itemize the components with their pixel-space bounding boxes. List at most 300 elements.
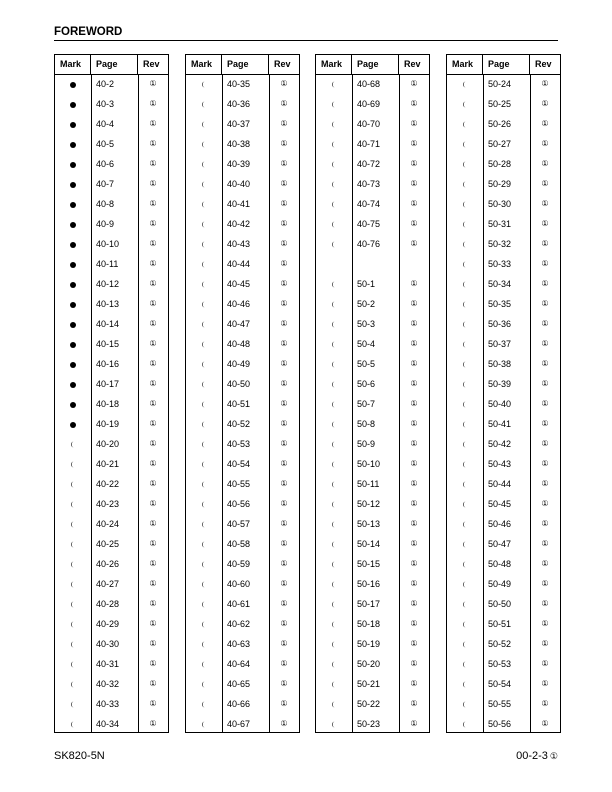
table-row [316, 314, 429, 334]
table-row [316, 294, 429, 314]
mark-cell [55, 154, 91, 174]
rev-cell: ① [541, 499, 549, 508]
rev-cell: ① [149, 339, 157, 348]
rev-cell: ① [149, 419, 157, 428]
header-mark: Mark [447, 55, 483, 74]
rev-cell: ① [541, 379, 549, 388]
page-cell: 40-34 [96, 719, 120, 729]
page-cell: 40-8 [96, 199, 115, 209]
table-row [186, 594, 299, 614]
crescent-circle-icon [201, 461, 208, 468]
mark-cell [186, 374, 222, 394]
filled-circle-icon [70, 222, 76, 228]
rev-cell: ① [410, 339, 418, 348]
page-cell: 50-53 [488, 659, 512, 669]
mark-cell [316, 354, 352, 374]
page-title: FOREWORD [54, 26, 123, 38]
rev-cell: ① [280, 619, 288, 628]
table-row [316, 374, 429, 394]
rev-cell: ① [541, 659, 549, 668]
table-row [55, 514, 168, 534]
table-row [316, 454, 429, 474]
rev-cell: ① [280, 199, 288, 208]
page-cell: 50-9 [357, 439, 376, 449]
page-cell: 40-22 [96, 479, 120, 489]
mark-cell [55, 714, 91, 734]
rev-cell: ① [410, 359, 418, 368]
mark-cell [316, 714, 352, 734]
rev-cell: ① [541, 459, 549, 468]
table-row [55, 454, 168, 474]
rev-cell: ① [280, 239, 288, 248]
page-cell: 40-27 [96, 579, 120, 589]
mark-cell [55, 494, 91, 514]
mark-cell [316, 174, 352, 194]
crescent-circle-icon [462, 321, 469, 328]
table-row [55, 374, 168, 394]
mark-cell [55, 594, 91, 614]
mark-cell [55, 394, 91, 414]
page-cell: 50-43 [488, 459, 512, 469]
rev-cell: ① [541, 479, 549, 488]
header-page: Page [91, 55, 138, 74]
mark-cell [186, 134, 222, 154]
rev-cell: ① [541, 539, 549, 548]
crescent-circle-icon [462, 201, 469, 208]
page-cell: 40-41 [227, 199, 251, 209]
rev-cell: ① [280, 339, 288, 348]
mark-cell [316, 214, 352, 234]
crescent-circle-icon [201, 581, 208, 588]
page-cell: 50-15 [357, 559, 381, 569]
mark-cell [186, 494, 222, 514]
table-row [55, 254, 168, 274]
table-row [186, 274, 299, 294]
table-row [447, 514, 560, 534]
table-row [316, 694, 429, 714]
page-cell: 40-72 [357, 159, 381, 169]
filled-circle-icon [70, 242, 76, 248]
table-row [447, 534, 560, 554]
table-row [447, 114, 560, 134]
rev-cell: ① [149, 159, 157, 168]
table-row [186, 334, 299, 354]
page-cell: 50-51 [488, 619, 512, 629]
crescent-circle-icon [462, 161, 469, 168]
table-row [447, 234, 560, 254]
page-cell: 50-20 [357, 659, 381, 669]
crescent-circle-icon [462, 281, 469, 288]
table-body [316, 74, 429, 732]
table-row [55, 154, 168, 174]
table-row [55, 434, 168, 454]
crescent-circle-icon [70, 621, 77, 628]
mark-cell [316, 274, 352, 294]
table-row [186, 314, 299, 334]
page-cell: 50-56 [488, 719, 512, 729]
crescent-circle-icon [331, 341, 338, 348]
page-cell: 50-26 [488, 119, 512, 129]
mark-cell [447, 594, 483, 614]
rev-cell: ① [541, 559, 549, 568]
mark-cell [55, 514, 91, 534]
table-row [316, 334, 429, 354]
page-cell: 50-19 [357, 639, 381, 649]
mark-cell [447, 174, 483, 194]
rev-cell: ① [410, 119, 418, 128]
page-cell: 50-55 [488, 699, 512, 709]
crescent-circle-icon [462, 721, 469, 728]
crescent-circle-icon [201, 621, 208, 628]
filled-circle-icon [70, 162, 76, 168]
rev-cell: ① [541, 199, 549, 208]
mark-cell [55, 254, 91, 274]
rev-cell: ① [149, 519, 157, 528]
mark-cell [55, 554, 91, 574]
table-row [316, 674, 429, 694]
crescent-circle-icon [462, 641, 469, 648]
table-row [316, 234, 429, 254]
mark-cell [447, 374, 483, 394]
page-cell: 40-25 [96, 539, 120, 549]
crescent-circle-icon [70, 561, 77, 568]
crescent-circle-icon [331, 661, 338, 668]
crescent-circle-icon [331, 501, 338, 508]
rev-cell: ① [541, 639, 549, 648]
rev-cell: ① [280, 719, 288, 728]
rev-cell: ① [280, 539, 288, 548]
table-row [316, 94, 429, 114]
page-cell: 50-11 [357, 479, 380, 489]
crescent-circle-icon [201, 321, 208, 328]
mark-cell [447, 614, 483, 634]
rev-cell: ① [541, 139, 549, 148]
mark-cell [186, 74, 222, 94]
crescent-circle-icon [462, 661, 469, 668]
crescent-circle-icon [331, 221, 338, 228]
table-row [447, 434, 560, 454]
rev-cell: ① [410, 439, 418, 448]
mark-cell [447, 714, 483, 734]
rev-cell: ① [280, 119, 288, 128]
page-cell: 40-57 [227, 519, 251, 529]
mark-cell [186, 214, 222, 234]
mark-cell [447, 694, 483, 714]
page-cell: 50-18 [357, 619, 381, 629]
crescent-circle-icon [462, 561, 469, 568]
page-cell [352, 254, 399, 274]
mark-cell [447, 314, 483, 334]
rev-cell: ① [410, 679, 418, 688]
page-cell: 40-14 [96, 319, 120, 329]
rev-cell: ① [149, 279, 157, 288]
filled-circle-icon [70, 142, 76, 148]
crescent-circle-icon [462, 521, 469, 528]
rev-cell: ① [149, 359, 157, 368]
page-cell: 50-16 [357, 579, 381, 589]
mark-cell [55, 454, 91, 474]
page-cell: 40-32 [96, 679, 120, 689]
table-row [55, 214, 168, 234]
crescent-circle-icon [201, 401, 208, 408]
rev-cell: ① [541, 399, 549, 408]
rev-cell: ① [280, 439, 288, 448]
mark-cell [55, 414, 91, 434]
mark-cell [316, 454, 352, 474]
mark-cell [316, 614, 352, 634]
page-cell: 50-23 [357, 719, 381, 729]
rev-cell: ① [280, 679, 288, 688]
header-page: Page [352, 55, 399, 74]
rev-cell: ① [280, 99, 288, 108]
page-cell: 50-5 [357, 359, 376, 369]
crescent-circle-icon [462, 221, 469, 228]
mark-cell [447, 434, 483, 454]
rev-cell: ① [410, 619, 418, 628]
rev-cell: ① [280, 419, 288, 428]
mark-cell [186, 314, 222, 334]
page-cell: 40-49 [227, 359, 251, 369]
table-row [316, 154, 429, 174]
mark-cell [186, 694, 222, 714]
mark-cell [186, 274, 222, 294]
mark-cell [316, 294, 352, 314]
crescent-circle-icon [201, 281, 208, 288]
mark-cell [186, 594, 222, 614]
crescent-circle-icon [331, 621, 338, 628]
rev-cell [399, 254, 429, 274]
header-mark: Mark [186, 55, 222, 74]
table-row [316, 654, 429, 674]
table-row [186, 174, 299, 194]
table-row [186, 94, 299, 114]
page-cell: 50-49 [488, 579, 512, 589]
rev-cell: ① [149, 379, 157, 388]
mark-cell [447, 194, 483, 214]
rev-cell: ① [541, 719, 549, 728]
page-cell: 50-22 [357, 699, 381, 709]
page-cell: 50-27 [488, 139, 512, 149]
table-row [447, 354, 560, 374]
table-row [186, 354, 299, 374]
page-cell: 40-23 [96, 499, 120, 509]
crescent-circle-icon [201, 681, 208, 688]
rev-cell: ① [541, 699, 549, 708]
rev-cell: ① [280, 179, 288, 188]
table-row [447, 194, 560, 214]
revision-table-1 [54, 54, 169, 733]
table-row [186, 134, 299, 154]
rev-cell: ① [280, 379, 288, 388]
table-row [186, 614, 299, 634]
mark-cell [55, 214, 91, 234]
mark-cell [316, 414, 352, 434]
crescent-circle-icon [201, 101, 208, 108]
filled-circle-icon [70, 302, 76, 308]
rev-cell: ① [410, 579, 418, 588]
rev-cell: ① [410, 539, 418, 548]
rev-cell: ① [149, 559, 157, 568]
page-cell: 50-21 [357, 679, 381, 689]
table-row [186, 414, 299, 434]
rev-cell: ① [149, 299, 157, 308]
table-row [316, 254, 429, 274]
page-cell: 40-12 [96, 279, 120, 289]
rev-cell: ① [410, 79, 418, 88]
crescent-circle-icon [462, 401, 469, 408]
crescent-circle-icon [331, 121, 338, 128]
table-row [447, 314, 560, 334]
rev-cell: ① [149, 539, 157, 548]
mark-cell [316, 254, 352, 274]
table-row [186, 494, 299, 514]
table-row [55, 314, 168, 334]
crescent-circle-icon [331, 401, 338, 408]
mark-cell [447, 134, 483, 154]
mark-cell [447, 74, 483, 94]
table-body [447, 74, 560, 732]
crescent-circle-icon [462, 261, 469, 268]
rev-cell: ① [280, 319, 288, 328]
rev-cell: ① [280, 279, 288, 288]
table-row [186, 194, 299, 214]
mark-cell [447, 214, 483, 234]
table-row [316, 534, 429, 554]
rev-cell: ① [410, 319, 418, 328]
table-row [55, 594, 168, 614]
page-cell: 40-58 [227, 539, 251, 549]
table-row [186, 434, 299, 454]
mark-cell [316, 234, 352, 254]
page-cell: 40-24 [96, 519, 120, 529]
mark-cell [316, 314, 352, 334]
page-cell: 40-17 [96, 379, 120, 389]
mark-cell [186, 194, 222, 214]
rev-cell: ① [541, 99, 549, 108]
table-row [316, 174, 429, 194]
page-cell: 40-28 [96, 599, 120, 609]
page-cell: 40-4 [96, 119, 115, 129]
page-cell: 50-44 [488, 479, 512, 489]
page-cell: 50-25 [488, 99, 512, 109]
page-cell: 40-15 [96, 339, 120, 349]
rev-cell: ① [410, 419, 418, 428]
table-row [316, 354, 429, 374]
crescent-circle-icon [201, 561, 208, 568]
crescent-circle-icon [331, 421, 338, 428]
table-row [316, 414, 429, 434]
mark-cell [447, 414, 483, 434]
table-row [316, 74, 429, 94]
rev-cell: ① [541, 179, 549, 188]
table-row [55, 174, 168, 194]
rev-cell: ① [149, 139, 157, 148]
crescent-circle-icon [201, 601, 208, 608]
mark-cell [55, 374, 91, 394]
page-cell: 50-38 [488, 359, 512, 369]
page-cell: 40-68 [357, 79, 381, 89]
mark-cell [186, 534, 222, 554]
table-row [447, 694, 560, 714]
mark-cell [447, 514, 483, 534]
rev-cell: ① [280, 559, 288, 568]
page-cell: 50-7 [357, 399, 376, 409]
rev-cell: ① [541, 679, 549, 688]
page-cell: 50-28 [488, 159, 512, 169]
rev-cell: ① [541, 299, 549, 308]
crescent-circle-icon [201, 81, 208, 88]
mark-cell [447, 674, 483, 694]
page-cell: 40-19 [96, 419, 120, 429]
rev-cell: ① [149, 439, 157, 448]
page-cell: 40-40 [227, 179, 251, 189]
page-cell: 50-2 [357, 299, 376, 309]
mark-cell [316, 434, 352, 454]
crescent-circle-icon [70, 441, 77, 448]
page-cell: 40-11 [96, 259, 119, 269]
page-cell: 40-76 [357, 239, 381, 249]
crescent-circle-icon [462, 121, 469, 128]
page-cell: 40-46 [227, 299, 251, 309]
mark-cell [55, 694, 91, 714]
page-cell: 40-50 [227, 379, 251, 389]
rev-cell: ① [280, 299, 288, 308]
footer-page-number [516, 750, 558, 762]
page-cell: 40-48 [227, 339, 251, 349]
mark-cell [55, 174, 91, 194]
table-row [316, 594, 429, 614]
crescent-circle-icon [462, 421, 469, 428]
rev-cell: ① [149, 119, 157, 128]
mark-cell [55, 654, 91, 674]
rev-cell: ① [280, 699, 288, 708]
rev-cell: ① [280, 259, 288, 268]
rev-cell: ① [410, 659, 418, 668]
rev-cell: ① [149, 599, 157, 608]
rev-cell: ① [149, 239, 157, 248]
table-row [316, 554, 429, 574]
rev-cell: ① [410, 699, 418, 708]
crescent-circle-icon [331, 81, 338, 88]
rev-cell: ① [410, 499, 418, 508]
rev-cell: ① [410, 399, 418, 408]
mark-cell [186, 514, 222, 534]
crescent-circle-icon [462, 501, 469, 508]
page-cell: 50-42 [488, 439, 512, 449]
page-cell: 50-3 [357, 319, 376, 329]
table-row [316, 614, 429, 634]
table-row [55, 634, 168, 654]
mark-cell [55, 134, 91, 154]
page-cell: 50-35 [488, 299, 512, 309]
table-row [186, 654, 299, 674]
mark-cell [316, 494, 352, 514]
page-cell: 50-1 [357, 279, 376, 289]
rev-cell: ① [149, 79, 157, 88]
mark-cell [186, 174, 222, 194]
header-mark: Mark [55, 55, 91, 74]
crescent-circle-icon [201, 661, 208, 668]
table-row [316, 494, 429, 514]
rev-cell: ① [541, 619, 549, 628]
mark-cell [316, 374, 352, 394]
mark-cell [186, 434, 222, 454]
table-row [55, 494, 168, 514]
page-cell: 50-4 [357, 339, 376, 349]
rev-cell: ① [541, 239, 549, 248]
crescent-circle-icon [462, 581, 469, 588]
table-row [186, 674, 299, 694]
